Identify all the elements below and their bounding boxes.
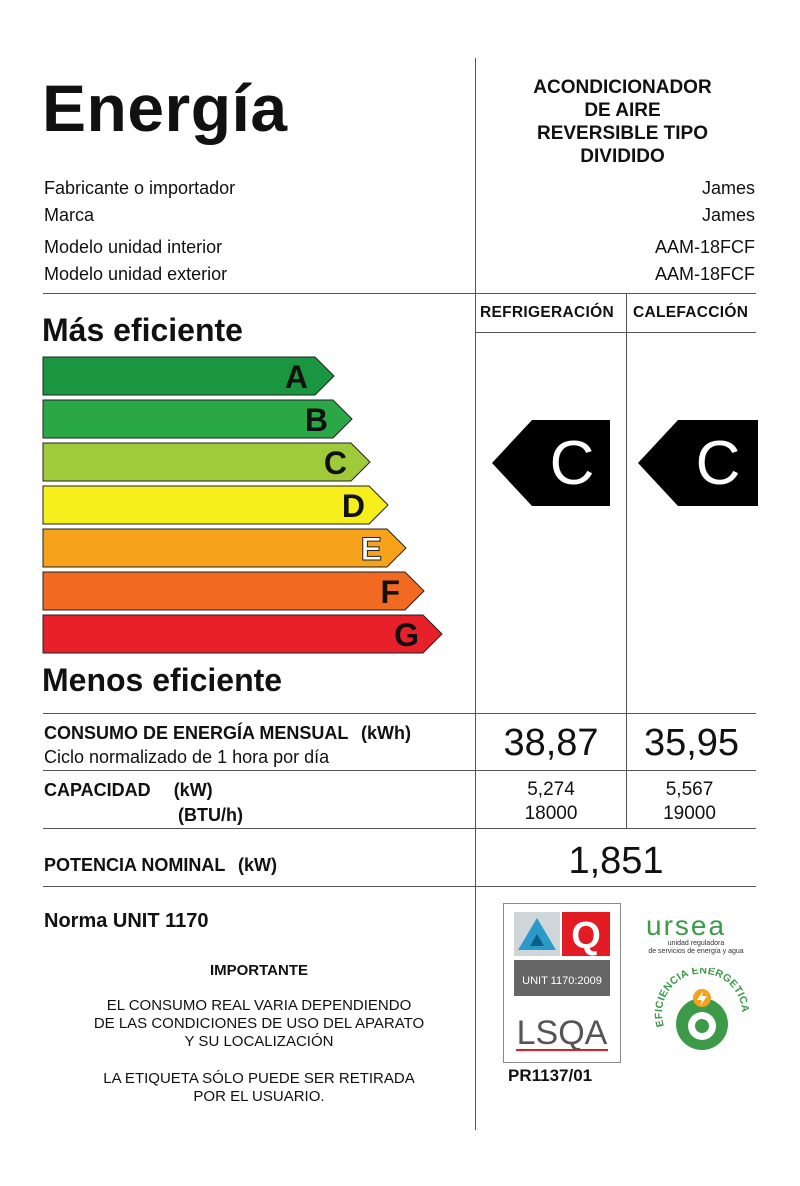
scale-bar-b: [43, 400, 353, 438]
heating-column-header: CALEFACCIÓN: [633, 304, 749, 321]
brand-label: Marca: [44, 205, 95, 225]
lsqa-name: LSQA: [516, 1014, 608, 1052]
power-value: 1,851: [568, 840, 664, 882]
ursea-logo: [646, 912, 746, 956]
manufacturer-label: Fabricante o importador: [44, 178, 236, 198]
column-header-divider: [475, 332, 756, 333]
power-label: [44, 855, 277, 876]
scale-bar-g: [43, 615, 443, 653]
scale-bar-d-arrow: [43, 486, 388, 524]
manufacturer-value: James: [701, 178, 755, 198]
scale-letter-c: C: [323, 445, 347, 481]
heating-rating-arrow: [638, 420, 758, 506]
main-divider: [475, 58, 476, 1130]
efficiency-seal: [652, 968, 752, 1058]
cooling-consumption-value: 38,87: [503, 722, 599, 764]
cooling-capacity-btu: 18000: [524, 803, 578, 824]
heating-consumption-value: 35,95: [643, 722, 740, 764]
certificate-code: PR1137/01: [508, 1066, 593, 1085]
norm-label: Norma UNIT 1170: [44, 910, 209, 932]
scale-letter-f: F: [380, 574, 400, 610]
consumption-note: [44, 997, 474, 1051]
product-type-line-4: DIVIDIDO: [580, 146, 665, 167]
cooling-rating-letter: C: [549, 429, 595, 498]
lsqa-standard: UNIT 1170:2009: [522, 975, 602, 987]
scale-bar-g-arrow: [43, 615, 442, 653]
scale-bar-e-arrow: [43, 529, 406, 567]
power-label-text: POTENCIA NOMINAL: [44, 855, 226, 875]
removal-note: [44, 1070, 474, 1106]
lsqa-q-letter: Q: [571, 915, 601, 957]
power-divider-top: [43, 828, 756, 829]
consumption-sublabel: Ciclo normalizado de 1 hora por día: [44, 747, 330, 767]
scale-letter-a: A: [284, 359, 308, 395]
capacity-unit-kw: (kW): [173, 780, 213, 800]
capacity-label: [44, 780, 213, 801]
removal-note-line-1: LA ETIQUETA SÓLO PUEDE SER RETIRADA: [103, 1070, 415, 1087]
heating-capacity-kw: 5,567: [665, 779, 714, 800]
scale-bar-c: [43, 443, 371, 481]
ursea-wordmark: ursea: [646, 910, 727, 941]
cooling-capacity-kw: 5,274: [527, 779, 575, 800]
consumption-unit: (kWh): [361, 723, 412, 743]
scale-letter-e: E: [360, 531, 382, 567]
consumption-note-line-2: DE LAS CONDICIONES DE USO DEL APARATO: [93, 1015, 425, 1032]
consumption-note-line-1: EL CONSUMO REAL VARIA DEPENDIENDO: [106, 997, 412, 1014]
cooling-capacity: [476, 778, 626, 826]
scale-letter-b: B: [304, 402, 328, 438]
label-title: Energía: [42, 71, 288, 145]
heating-capacity: [627, 778, 752, 826]
consumption-divider-top: [43, 713, 756, 714]
scale-bar-c-arrow: [43, 443, 370, 481]
outdoor-model-value: AAM-18FCF: [654, 264, 755, 284]
consumption-note-line-3: Y SU LOCALIZACIÓN: [184, 1033, 334, 1050]
heating-rating-letter: C: [695, 429, 741, 498]
removal-note-line-2: POR EL USUARIO.: [193, 1088, 325, 1105]
product-type-line-3: REVERSIBLE TIPO: [536, 123, 709, 144]
product-type-line-2: DE AIRE: [584, 100, 661, 121]
capacity-divider-top: [43, 770, 756, 771]
power-unit: (kW): [238, 855, 278, 875]
footer-divider-top: [43, 886, 756, 887]
ursea-subtitle-1: unidad reguladora: [667, 940, 725, 947]
cooling-column-header: REFRIGERACIÓN: [480, 304, 614, 321]
product-type-line-1: ACONDICIONADOR: [533, 77, 712, 98]
header-divider: [43, 293, 756, 294]
scale-bar-a: [43, 357, 335, 395]
scale-bar-d: [43, 486, 389, 524]
capacity-label-text: CAPACIDAD: [44, 780, 151, 800]
lsqa-logo: [503, 903, 621, 1063]
least-efficient-label: Menos eficiente: [42, 662, 283, 698]
ursea-subtitle-2: de servicios de energía y agua: [648, 948, 744, 955]
scale-bar-e: [43, 529, 407, 567]
scale-bar-f: [43, 572, 425, 610]
outdoor-model-label: Modelo unidad exterior: [44, 264, 228, 284]
heating-capacity-btu: 19000: [663, 803, 716, 824]
indoor-model-label: Modelo unidad interior: [44, 237, 223, 257]
consumption-label-text: CONSUMO DE ENERGÍA MENSUAL: [44, 723, 349, 743]
indoor-model-value: AAM-18FCF: [654, 237, 755, 257]
important-heading: IMPORTANTE: [209, 962, 309, 979]
capacity-unit-btu: (BTU/h): [178, 805, 243, 825]
scale-bar-f-arrow: [43, 572, 424, 610]
product-type: [490, 76, 755, 168]
most-efficient-label: Más eficiente: [42, 312, 243, 348]
consumption-label: [44, 723, 411, 744]
scale-letter-g: G: [394, 617, 419, 653]
cooling-rating-arrow: [492, 420, 612, 506]
seal-text: EFICIENCIA ENERGETICA: [652, 968, 752, 1029]
brand-value: James: [701, 205, 755, 225]
scale-letter-d: D: [341, 488, 365, 524]
